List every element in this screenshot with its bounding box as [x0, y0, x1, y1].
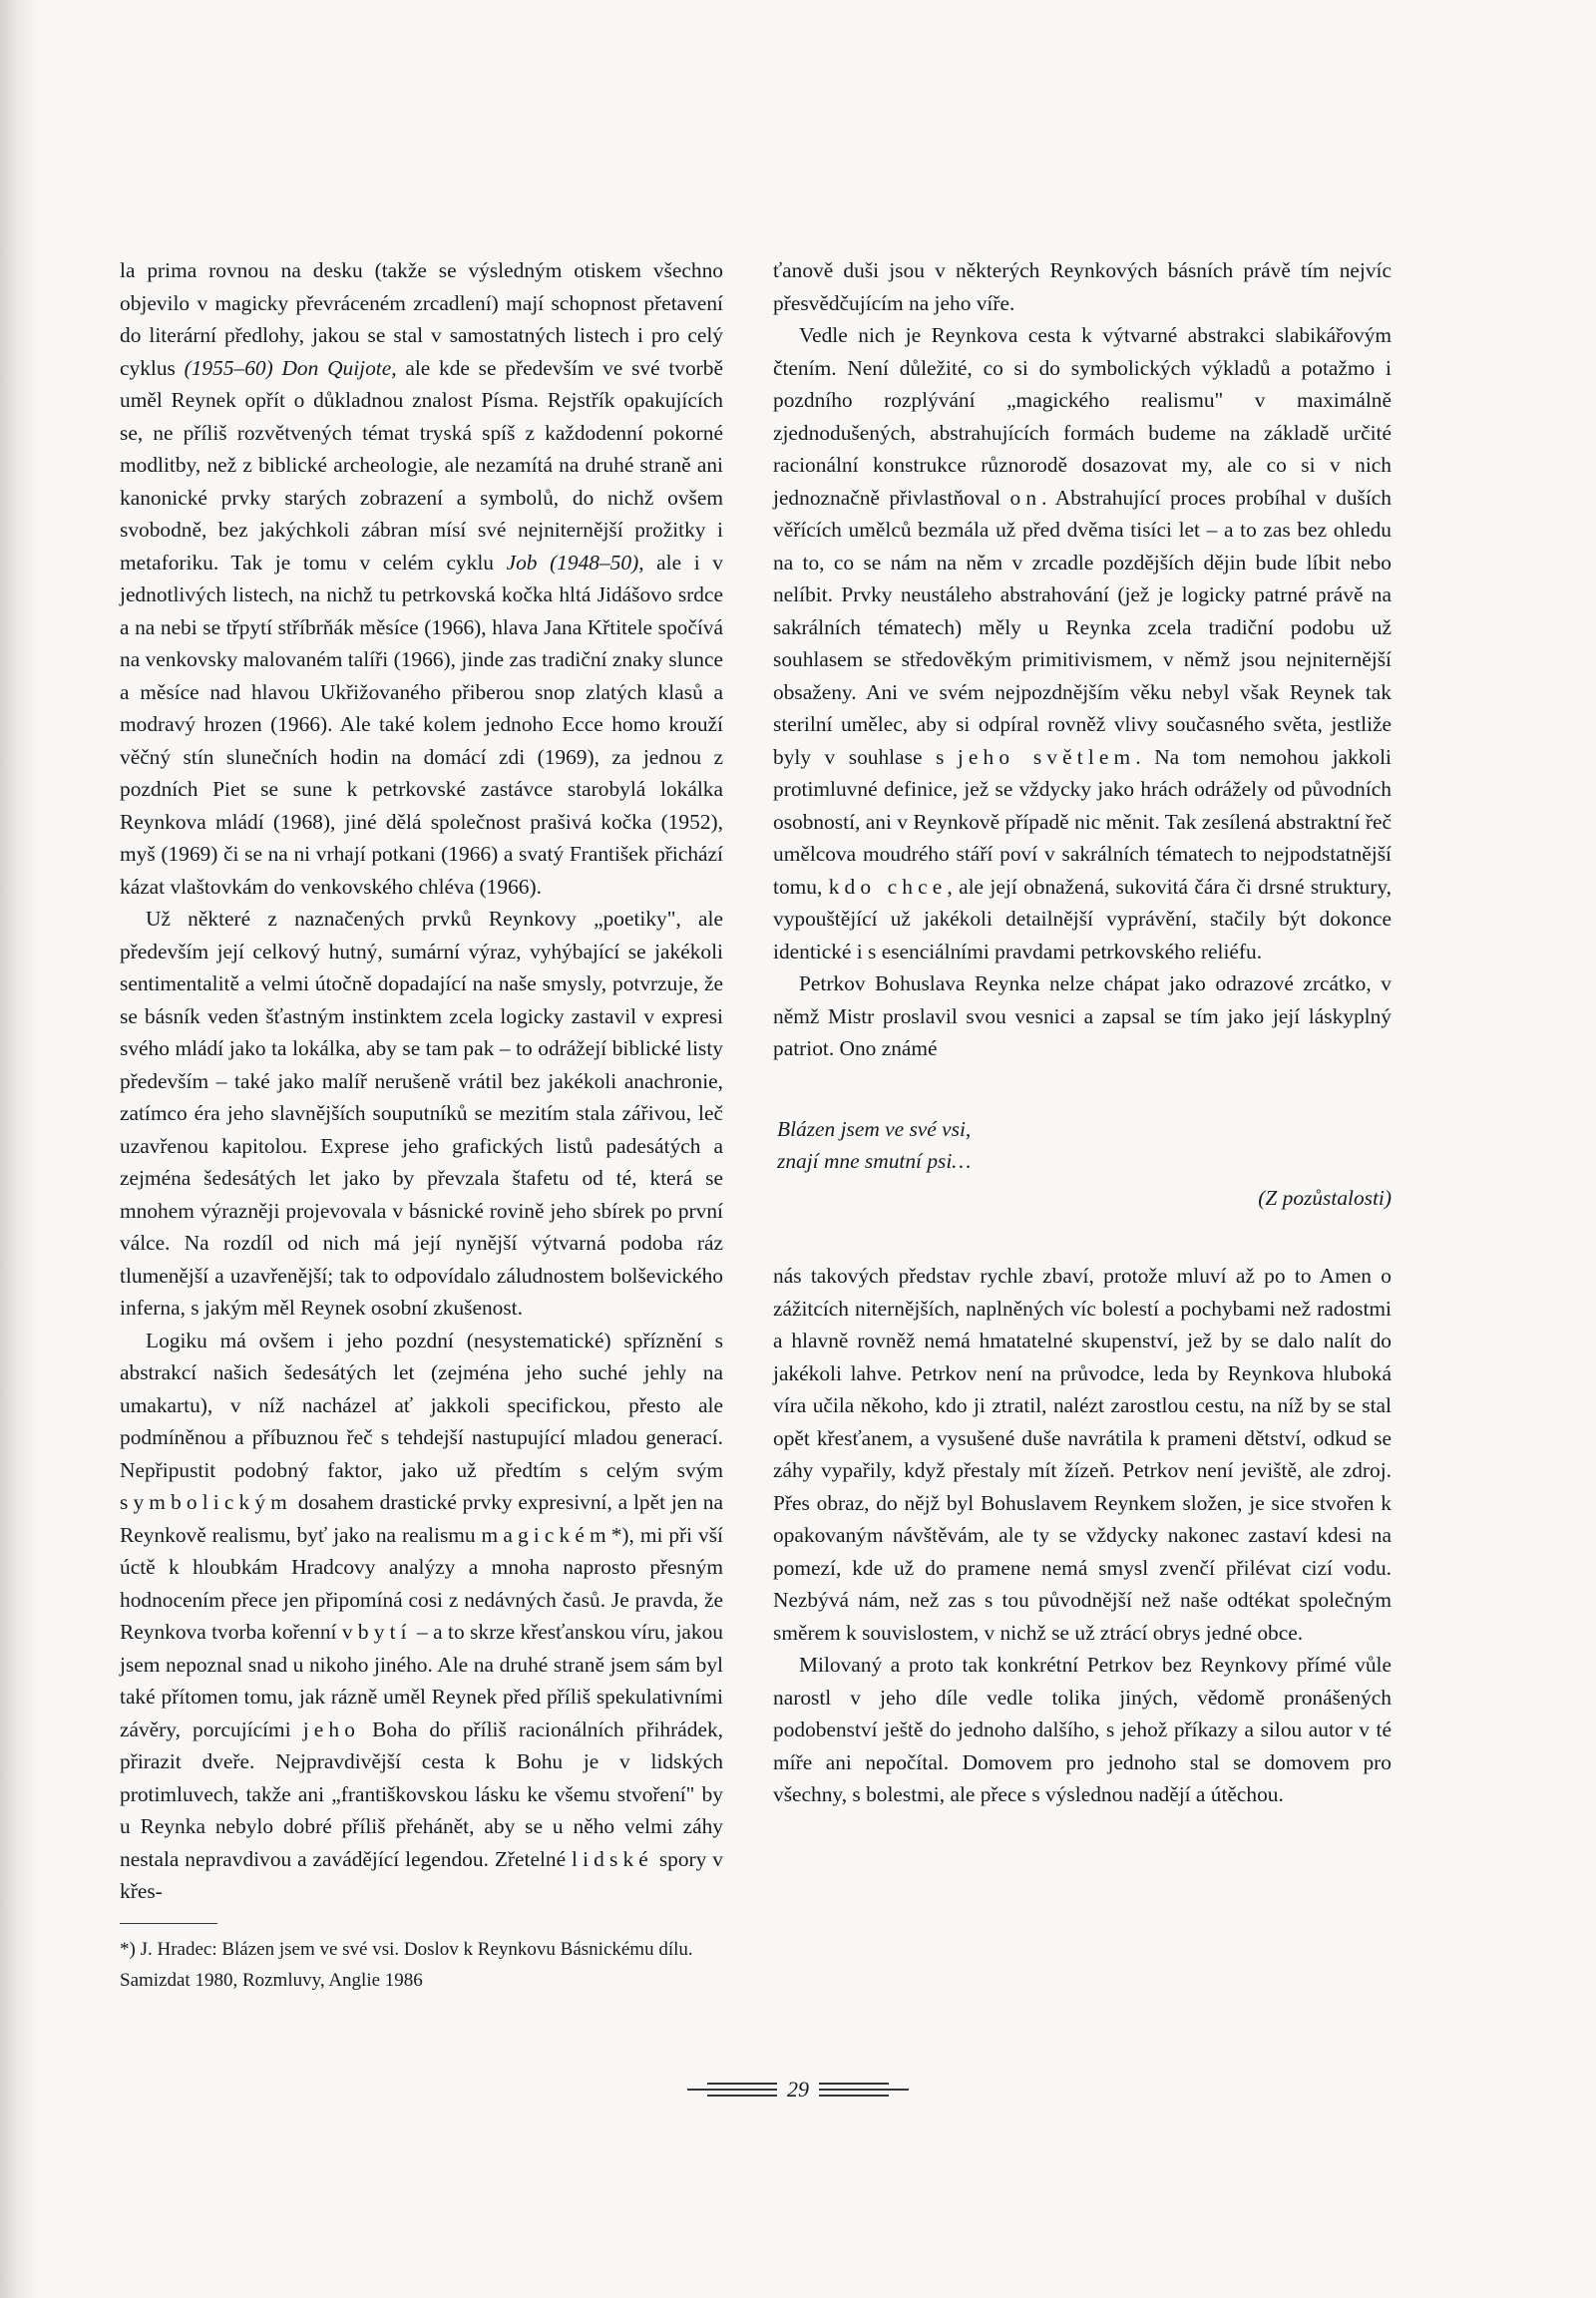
paragraph: Vedle nich je Reynkova cesta k výtvarné abstrakci slabikářovým čtením. Není důležité, co si do symbolických výkladů a potažmo i pozdního rozplývání „magického realismu" v maximálně zjednodušených, abstrahujících formách budeme na základě určité racionální konstrukce různorodě dosazovat my, ale co si v nich jednoznačně přivlastňoval on. Abstrahující proces probíhal v duších věřících umělců bezmála už před dvěma tisíci let – a to zas bez ohledu na to, co se nám na něm v zrcadle pozdějších dějin bude líbit nebo nelíbit. Prvky neustáleho abstrahování (jež je logicky patrné právě na sakrálních tématech) měly u Reynka zcela tradiční podobu už souhlasem se středověkým primitivismem, v němž jsou nejniternější obsaženy. Ani ve svém nejpozdnějším věku nebyl však Reynek tak sterilní umělec, aby si odpíral rovněž vlivy současného světa, jestliže byly v souhlase s jeho světlem. Na tom nemohou jakkoli protimluvné definice, jež se vždycky jako hrách odrážely od původních osobností, ani v Reynkově případě nic měnit. Tak zesílená abstraktní řeč umělcova moudrého stáří poví v sakrálních tématech to nejpodstatnější tomu, kdo chce, ale její obnažená, sukovitá čára či drsné struktury, vypouštějící už jakékoli detailnější vyprávění, stačily být dokonce identické i s esenciálními pravdami petrkovského reliéfu.	[773, 323, 1393, 963]
paragraph: ťanově duši jsou v některých Reynkových básních právě tím nejvíc přesvědčujícím na jeho víře.	[773, 258, 1392, 315]
paragraph: Logiku má ovšem i jeho pozdní (nesystematické) spříznění s abstrakcí našich šedesátých let (zejména jeho suché jehly na umakartu), v níž nacházel ať jakkoli specifickou, přesto ale podmíněnou a příbuznou řeč s tehdejší nastupující mladou generací. Nepřipustit podobný faktor, jako už předtím s celým svým symbolickým dosahem drastické prvky expresivní, a lpět jen na Reynkově realismu, byť jako na realismu magickém*), mi při vší úctě k hloubkám Hradcovy analýzy a mnoha naprosto přesným hodnocením přece jen připomíná cosi z nedávných časů. Je pravda, že Reynkova tvorba kořenní v bytí – a to skrze křesťanskou víru, jakou jsem nepoznal snad u nikoho jiného. Ale na druhé straně jsem sám byl také přítomen tomu, jak rázně uměl Reynek před příliš spekulativními závěry, porcujícími jeho Boha do příliš racionálních přihrádek, přirazit dveře. Nejpravdivější cesta k Bohu je v lidských protimluvech, takže ani „františkovskou lásku ke všemu stvoření" by u Reynka nebylo dobré příliš přehánět, aby se u něho velmi záhy nestala nepravdivou a zavádějící legendou. Zřetelné lidské spory v křes-	[120, 1328, 724, 1903]
paragraph: Už některé z naznačených prvků Reynkovy „poetiky", ale především její celkový hutný, sumární výraz, vyhýbající se jakékoli sentimentalitě a velmi útočně dopadající na naše smysly, potvrzuje, že se básník veden šťastným instinktem zcela logicky zastavil v expresi svého mládí jako ta lokálka, aby se tam pak – to odrážejí biblické listy především – také jako malíř nerušeně vrátil bez jakékoli anachronie, zatímco éra jeho slavnějších souputníků se mezitím stala zářivou, leč uzavřenou kapitolou. Exprese jeho grafických listů padesátých a zejména šedesátých let jako by převzala štafetu od té, která se mnohem výrazněji projevovala v básnické rovině jeho sbírek po první válce. Na rozdíl od nich má její nynější výtvarná podoba ráz tlumenější a uzavřenější; tak to odpovídalo záludnostem bolševického inferna, s jakým měl Reynek osobní zkušenost.	[120, 907, 723, 1320]
footnote-divider	[120, 1923, 217, 1924]
ornament-lines-icon	[687, 2083, 777, 2097]
right-column	[773, 254, 1392, 1811]
page-footer	[0, 2077, 1596, 2103]
paragraph: nás takových představ rychle zbaví, protože mluví až po to Amen o zážitcích niternějších, naplněných víc bolestí a pochybami než radostmi a hlavně rovněž nemá hmatatelné skupenství, jež by se dalo nalít do jakékoli lahve. Petrkov není na průvodce, leda by Reynkova hluboká víra učila někoho, kdo ji ztratil, nalézt zarostlou cestu, na níž by se stal opět křesťanem, a vysušené duše navrátila k prameni dětství, odkud se záhy vypařily, když přestaly mít žízeň. Petrkov není jeviště, ale zdroj. Přes obraz, do nějž byl Bohuslavem Reynkem složen, je sice stvořen k opakovaným návštěvám, ale ty se vždycky nakonec zastaví kdesi na pomezí, kde už do pramene nemá smysl zvenčí přilévat cizí vodu. Nezbývá nám, než zas s tou původnější než naše odtékat společným směrem k souvislostem, v nichž se už ztrácí obrys jedné obce.	[773, 1264, 1392, 1645]
left-column	[120, 254, 723, 1908]
ornament-lines-icon	[819, 2083, 909, 2097]
page-binding-shadow	[0, 0, 38, 2298]
footnote: *) J. Hradec: Blázen jsem ve své vsi. Doslov k Reynkovu Básnickému dílu. Samizdat 1980, Rozmluvy, Anglie 1986	[120, 1939, 693, 1991]
paragraph: la prima rovnou na desku (takže se výsledným otiskem všechno objevilo v magicky převráceném zrcadlení) mají schopnost přetavení do literární předlohy, jakou se stal v samostatných listech i pro celý cyklus (1955–60) Don Quijote, ale kde se především ve své tvorbě uměl Reynek opřít o důkladnou znalost Písma. Rejstřík opakujících se, ne příliš rozvětvených témat tryská spíš z každodenní pokorné modlitby, než z biblické archeologie, ale nezamítá na druhé straně ani kanonické prvky starých zobrazení a symbolů, do nichž ovšem svobodně, bez jakýchkoli zábran mísí své nejniternější prožitky i metaforiku. Tak je tomu v celém cyklu Job (1948–50), ale i v jednotlivých listech, na nichž tu petrkovská kočka hltá Jidášovo srdce a na nebi se třpytí stříbrňák měsíce (1966), hlava Jana Křtitele spočívá na venkovsky malovaném talíři (1966), jinde zas tradiční znaky slunce a měsíce nad hlavou Ukřižovaného přiberou snop zlatých klasů a modravý hrozen (1966). Ale také kolem jednoho Ecce homo krouží věčný stín slunečních hodin na domácí zdi (1969), za jednou z pozdních Piet se sune k petrkovské zastávce starobylá lokálka Reynkova mládí (1968), jiné dělá společnost prašivá kočka (1952), myš (1969) či se na ni vrhají potkani (1966) a svatý František přichází kázat vlaštovkám do venkovského chléva (1966).	[120, 258, 723, 899]
paragraph: Milovaný a proto tak konkrétní Petrkov bez Reynkovy přímé vůle narostl v jeho díle vedle tolika jiných, vědomě pronášených podobenství ještě do jednoho dalšího, s jehož příkazy a silou autor v té míře ani nepočítal. Domovem pro jednoho stal se domovem pro všechny, s bolestmi, ale přece s výslednou nadějí a útěchou.	[773, 1653, 1392, 1806]
poem-line: Blázen jsem ve své vsi,	[777, 1116, 972, 1141]
poem-source: (Z pozůstalosti)	[1258, 1185, 1392, 1210]
paragraph: Petrkov Bohuslava Reynka nelze chápat jako odrazové zrcátko, v němž Mistr proslavil svou vesnici a zapsal se tím jako její láskyplný patriot. Ono známé	[773, 971, 1392, 1060]
page-number: 29	[787, 2077, 809, 2102]
poem-quote	[777, 1113, 1392, 1215]
poem-line: znají mne smutní psi…	[777, 1149, 972, 1173]
